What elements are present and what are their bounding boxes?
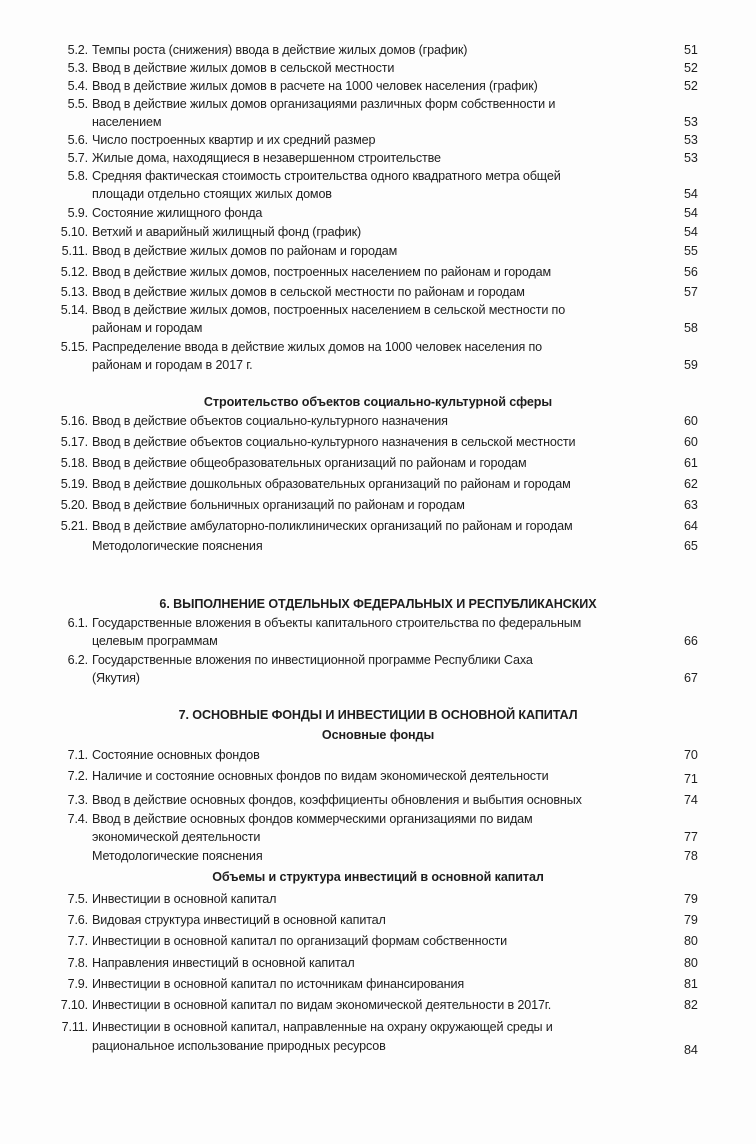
entry-title: Методологические пояснения (92, 849, 263, 863)
entry-title: Распределение ввода в действие жилых домов на 1000 человек населения по (92, 340, 543, 354)
entry-title: Ввод в действие амбулаторно-поликлинических организаций по районам и городам (92, 519, 573, 533)
entry-title: Ввод в действие жилых домов, построенных населением в сельской местности по (92, 303, 566, 317)
entry-number: 5.5. (67, 97, 88, 111)
entry-page: 66 (684, 634, 698, 648)
entry-number: 7.7. (67, 934, 88, 948)
entry-page: 53 (684, 115, 698, 129)
entry-number: 7.3. (67, 793, 88, 807)
entry-number: 5.14. (60, 303, 88, 317)
entry-number: 5.19. (60, 477, 88, 491)
entry-title-continued: районам и городам в 2017 г. (92, 358, 253, 372)
entry-number: 5.4. (67, 79, 88, 93)
entry-number: 7.1. (67, 748, 88, 762)
section-heading-6: 6. ВЫПОЛНЕНИЕ ОТДЕЛЬНЫХ ФЕДЕРАЛЬНЫХ И РЕСПУБЛИКАНСКИХ (159, 597, 597, 611)
entry-page: 79 (684, 913, 698, 927)
entry-title: Ввод в действие объектов социально-культурного назначения в сельской местности (92, 435, 576, 449)
entry-page: 58 (684, 321, 698, 335)
entry-title-continued: рациональное использование природных ресурсов (92, 1039, 386, 1053)
entry-number: 6.1. (67, 616, 88, 630)
entry-number: 5.18. (60, 456, 88, 470)
entry-number: 5.7. (67, 151, 88, 165)
entry-title-continued: целевым программам (92, 634, 218, 648)
entry-title: Число построенных квартир и их средний размер (92, 133, 376, 147)
entry-number: 7.6. (67, 913, 88, 927)
entry-title: Наличие и состояние основных фондов по видам экономической деятельности (92, 769, 549, 783)
entry-title: Видовая структура инвестиций в основной капитал (92, 913, 386, 927)
entry-title-continued: площади отдельно стоящих жилых домов (92, 187, 332, 201)
entry-title-continued: населением (92, 115, 162, 129)
entry-page: 64 (684, 519, 698, 533)
entry-title: Инвестиции в основной капитал, направленные на охрану окружающей среды и (92, 1020, 553, 1034)
entry-number: 5.2. (67, 43, 88, 57)
entry-page: 70 (684, 748, 698, 762)
entry-page: 81 (684, 977, 698, 991)
entry-title: Ввод в действие дошкольных образовательных организаций по районам и городам (92, 477, 571, 491)
entry-title: Ввод в действие жилых домов в расчете на 1000 человек населения (график) (92, 79, 538, 93)
entry-page: 51 (684, 43, 698, 57)
entry-number: 7.2. (67, 769, 88, 783)
entry-page: 67 (684, 671, 698, 685)
entry-title: Методологические пояснения (92, 539, 263, 553)
entry-title: Состояние жилищного фонда (92, 206, 263, 220)
entry-number: 5.13. (60, 285, 88, 299)
entry-page: 57 (684, 285, 698, 299)
entry-number: 7.5. (67, 892, 88, 906)
entry-number: 7.4. (67, 812, 88, 826)
entry-page: 53 (684, 133, 698, 147)
entry-title: Ввод в действие больничных организаций по районам и городам (92, 498, 465, 512)
entry-number: 7.9. (67, 977, 88, 991)
entry-page: 74 (684, 793, 698, 807)
subsection-heading-social: Строительство объектов социально-культурной сферы (203, 395, 553, 409)
entry-page: 80 (684, 956, 698, 970)
entry-title: Ввод в действие жилых домов в сельской местности (92, 61, 395, 75)
entry-page: 60 (684, 435, 698, 449)
entry-number: 5.9. (67, 206, 88, 220)
entry-title: Ввод в действие основных фондов коммерческими организациями по видам (92, 812, 533, 826)
entry-number: 5.11. (61, 244, 88, 258)
entry-title: Ввод в действие общеобразовательных организаций по районам и городам (92, 456, 527, 470)
entry-number: 5.17. (60, 435, 88, 449)
subsection-heading-funds: Основные фонды (321, 728, 435, 742)
entry-title: Инвестиции в основной капитал по источникам финансирования (92, 977, 465, 991)
entry-title: Ввод в действие объектов социально-культурного назначения (92, 414, 448, 428)
entry-title: Ввод в действие жилых домов организациями различных форм собственности и (92, 97, 556, 111)
entry-title-continued: экономической деятельности (92, 830, 261, 844)
entry-page: 63 (684, 498, 698, 512)
entry-page: 60 (684, 414, 698, 428)
entry-number: 7.8. (67, 956, 88, 970)
entry-page: 80 (684, 934, 698, 948)
entry-title: Государственные вложения по инвестиционной программе Республики Саха (92, 653, 533, 667)
entry-number: 5.20. (60, 498, 88, 512)
entry-title: Ввод в действие основных фондов, коэффициенты обновления и выбытия основных (92, 793, 582, 807)
entry-page: 65 (684, 539, 698, 553)
entry-title: Средняя фактическая стоимость строительства одного квадратного метра общей (92, 169, 561, 183)
entry-title: Направления инвестиций в основной капитал (92, 956, 355, 970)
entry-number: 5.3. (67, 61, 88, 75)
entry-title-continued: районам и городам (92, 321, 203, 335)
entry-page: 59 (684, 358, 698, 372)
entry-page: 53 (684, 151, 698, 165)
entry-number: 5.6. (67, 133, 88, 147)
entry-title: Жилые дома, находящиеся в незавершенном строительстве (92, 151, 441, 165)
entry-page: 54 (684, 187, 698, 201)
entry-page: 54 (684, 225, 698, 239)
entry-page: 55 (684, 244, 698, 258)
entry-page: 79 (684, 892, 698, 906)
entry-page: 82 (684, 998, 698, 1012)
section-heading-7: 7. ОСНОВНЫЕ ФОНДЫ И ИНВЕСТИЦИИ В ОСНОВНОЙ КАПИТАЛ (178, 708, 578, 722)
entry-page: 61 (684, 456, 698, 470)
subsection-heading-investments: Объемы и структура инвестиций в основной капитал (212, 870, 544, 884)
entry-page: 52 (684, 79, 698, 93)
entry-title: Ветхий и аварийный жилищный фонд (график) (92, 225, 361, 239)
entry-page: 52 (684, 61, 698, 75)
entry-number: 7.11. (61, 1020, 88, 1034)
entry-title: Состояние основных фондов (92, 748, 260, 762)
entry-number: 5.15. (60, 340, 88, 354)
entry-title: Темпы роста (снижения) ввода в действие жилых домов (график) (92, 43, 468, 57)
entry-number: 5.21. (60, 519, 88, 533)
entry-number: 5.10. (60, 225, 88, 239)
entry-page: 56 (684, 265, 698, 279)
entry-number: 5.16. (60, 414, 88, 428)
entry-page: 54 (684, 206, 698, 220)
entry-number: 5.12. (60, 265, 88, 279)
entry-title: Инвестиции в основной капитал по организаций формам собственности (92, 934, 507, 948)
entry-title: Государственные вложения в объекты капитального строительства по федеральным (92, 616, 582, 630)
entry-title: Инвестиции в основной капитал по видам экономической деятельности в 2017г. (92, 998, 552, 1012)
entry-number: 5.8. (67, 169, 88, 183)
entry-number: 6.2. (67, 653, 88, 667)
entry-page: 62 (684, 477, 698, 491)
entry-title: Ввод в действие жилых домов по районам и городам (92, 244, 398, 258)
entry-page: 78 (684, 849, 698, 863)
entry-title-continued: (Якутия) (92, 671, 140, 685)
entry-number: 7.10. (60, 998, 88, 1012)
entry-title: Ввод в действие жилых домов, построенных населением по районам и городам (92, 265, 552, 279)
entry-page: 71 (684, 772, 698, 786)
entry-page: 84 (684, 1043, 698, 1057)
entry-title: Инвестиции в основной капитал (92, 892, 277, 906)
entry-page: 77 (684, 830, 698, 844)
entry-title: Ввод в действие жилых домов в сельской местности по районам и городам (92, 285, 525, 299)
